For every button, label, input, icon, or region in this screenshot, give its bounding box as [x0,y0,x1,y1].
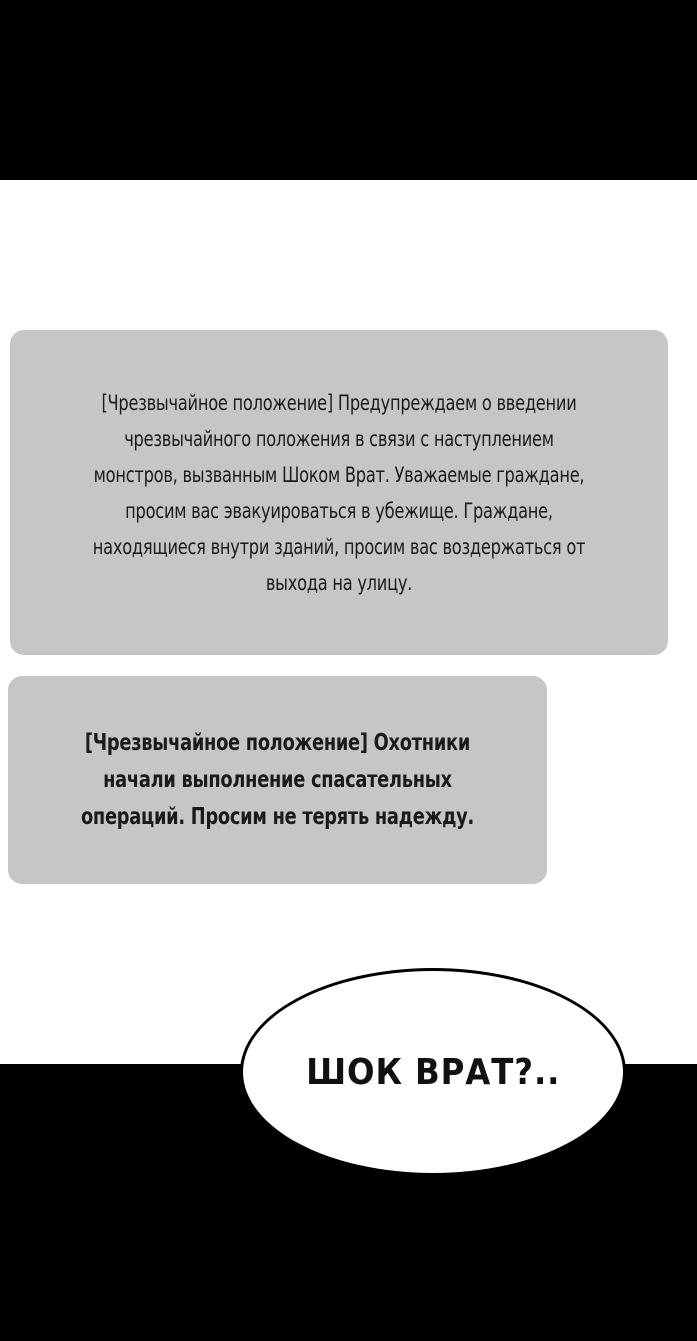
emergency-notice-box [10,330,668,655]
emergency-notice-text: [Чрезвычайное положение] Предупреждаем о введении чрезвычайного положения в связи с наступлением монстров, вызванным Шоком Врат. Уважаемые граждане, просим вас эвакуироваться в убежище. Граждане, находящиеся внутри зданий, просим вас воздержаться от выхода на улицу. [92,390,586,595]
speech-bubble [240,968,626,1176]
hunters-notice-box [8,676,547,884]
hunters-notice-text: [Чрезвычайное положение] Охотники начали выполнение спасательных операций. Просим не терять надежду. [80,729,475,830]
top-black-panel [0,0,697,180]
speech-bubble-text: ШОК ВРАТ?.. [305,1051,561,1093]
